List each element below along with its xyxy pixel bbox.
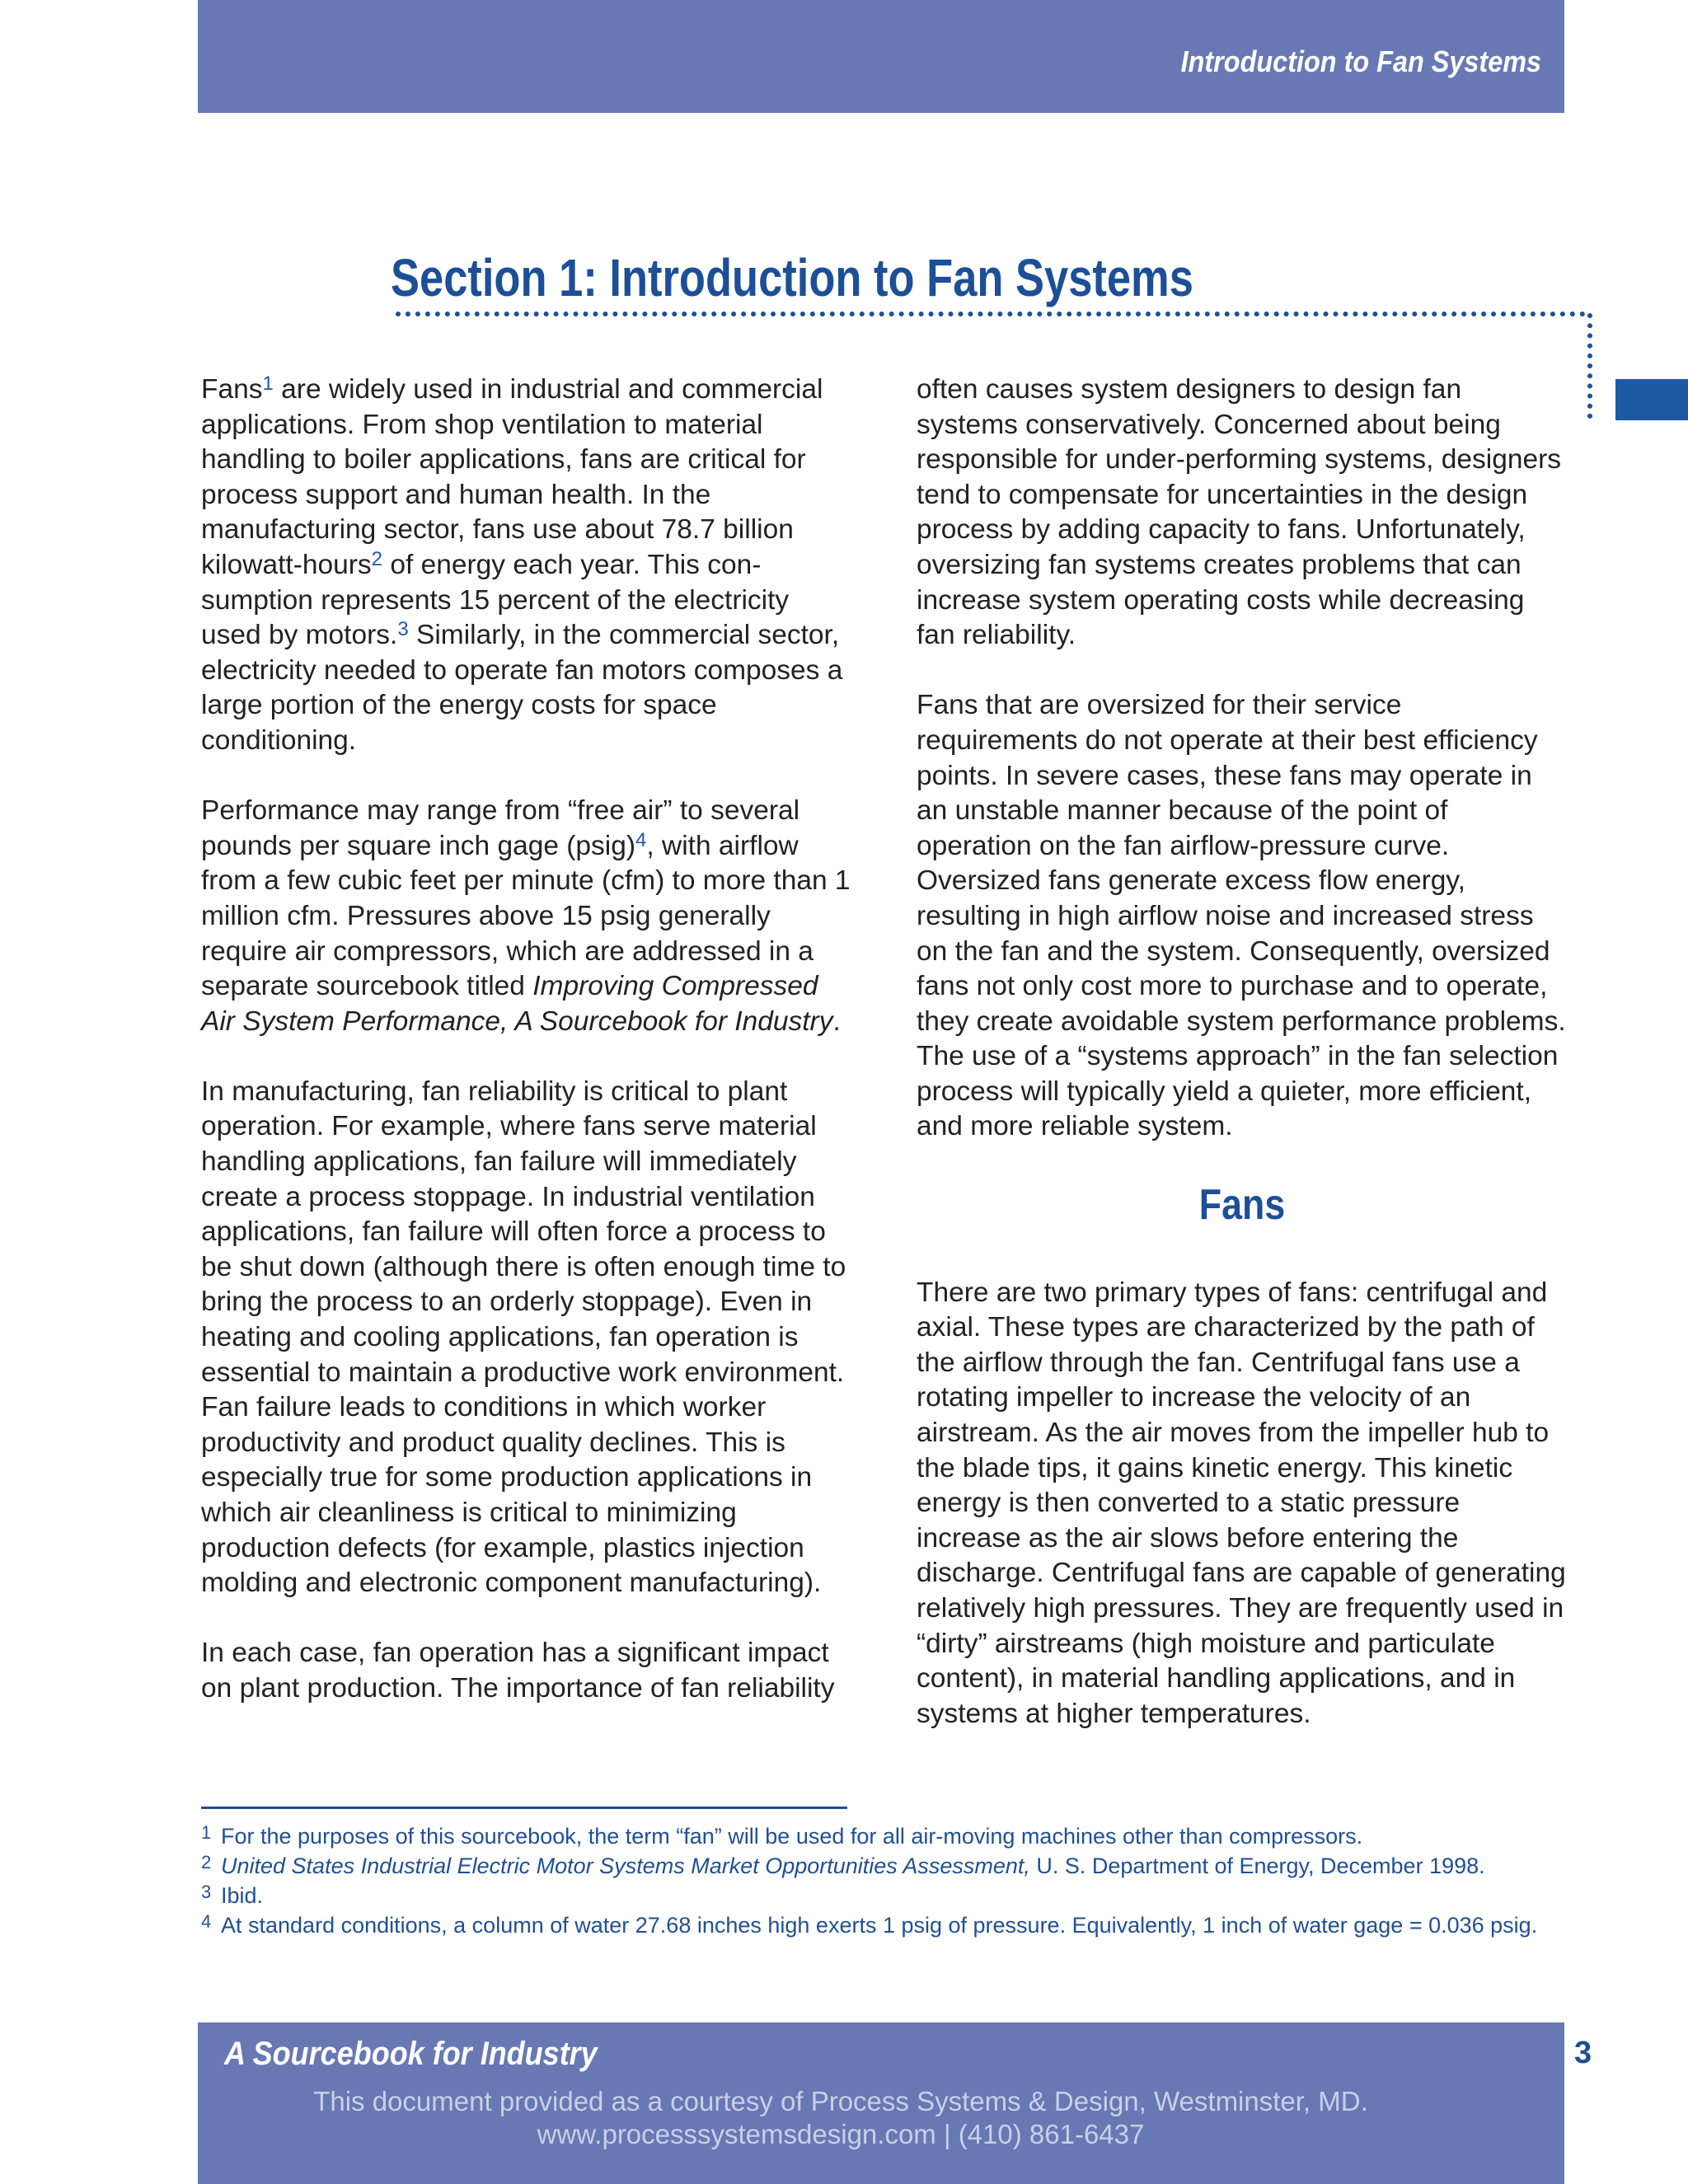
paragraph: There are two primary types of fans: centrifugal and axial. These types are characterized by the path of the airflow through the fan. Centrifugal fans use a rotating impeller to increase the velocity of an airstream. As the air moves from the impeller hub to the blade tips, it gains kinetic energy. This kinetic energy is then converted to a static pressure increase as the air slows before entering the discharge. Centrifugal fans are capable of generating relatively high pressures. They are frequently used in “dirty” airstreams (high moisture and particulate content), in material handling applications, and in systems at higher temperatures.	[917, 1277, 1566, 1729]
section-tab-marker	[1615, 379, 1688, 420]
courtesy-contact[interactable]: www.processsystemsdesign.com | (410) 861-6437	[537, 2119, 1145, 2149]
left-column	[201, 373, 852, 1741]
footnote-ref-1[interactable]: 1	[262, 373, 274, 395]
footnote-ref-2[interactable]: 2	[371, 547, 383, 570]
right-column	[917, 373, 1568, 1767]
footnote	[201, 1881, 1586, 1910]
footnote	[201, 1851, 1586, 1881]
footnote-text: At standard conditions, a column of water 27.68 inches high exerts 1 psig of pressure. Equivalently, 1 inch of water gage = 0.036 psig.	[221, 1913, 1538, 1938]
footnote-text: For the purposes of this sourcebook, the term “fan” will be used for all air-moving machines other than compressors.	[221, 1824, 1363, 1849]
text-run: are widely used in industrial and commercial applications. From shop ventilation to material handling to boiler applications, fans are critical for process support and human health. In the manufacturing sector, fans use about 78.7 billion kilowatt-hours	[201, 374, 823, 580]
paragraph	[201, 373, 852, 759]
footnote-ref-3[interactable]: 3	[397, 618, 409, 641]
footnote-number: 4	[201, 1911, 212, 1932]
footnote	[201, 1910, 1586, 1940]
running-title: Introduction to Fan Systems	[1180, 45, 1541, 78]
footnote-text: Ibid.	[221, 1883, 264, 1908]
paragraph: often causes system designers to design fan systems conservatively. Concerned about being responsible for under-performing systems, designers tend to compensate for uncertainties in the design process by adding capacity to fans. Unfortunately, oversizing fan systems creates problems that can increase system operating costs while decreasing fan reliability.	[917, 374, 1562, 651]
text-run: Similarly, in the commercial sector, electricity needed to operate fan motors composes a large portion of the energy costs for space conditioning.	[201, 620, 843, 756]
footnote	[201, 1821, 1586, 1851]
footnote-ref-4[interactable]: 4	[635, 828, 647, 851]
text-run: Performance may range from “free air” to several pounds per square inch gage (psig)	[201, 795, 800, 861]
paragraph: In each case, fan operation has a significant impact on plant production. The importance of fan reliability	[201, 1638, 835, 1704]
footnote-citation-title: United States Industrial Electric Motor Systems Market Opportunities Assessment,	[221, 1854, 1030, 1878]
footnote-divider	[201, 1807, 847, 1809]
courtesy-notice: This document provided as a courtesy of Process Systems & Design, Westminster, MD.	[313, 2086, 1368, 2116]
footnote-number: 1	[201, 1822, 212, 1843]
footnote-text: U. S. Department of Energy, December 1998.	[1029, 1854, 1485, 1878]
subsection-heading: Fans	[1198, 1180, 1286, 1229]
section-title: Section 1: Introduction to Fan Systems	[391, 248, 1193, 307]
footer-title: A Sourcebook for Industry	[224, 2036, 598, 2072]
paragraph: In manufacturing, fan reliability is critical to plant operation. For example, where fans serve material handling applications, fan failure will immediately create a process stoppage. In industrial ventilation applications, fan failure will often force a process to be shut down (although there is often enough time to bring the process to an orderly stoppage). Even in heating and cooling applications, fan operation is essential to maintain a productive work environment. Fan failure leads to conditions in which worker productivity and product quality declines. This is especially true for some production applications in which air cleanliness is critical to minimizing production defects (for example, plastics injection molding and electronic component manufacturing).	[201, 1076, 846, 1599]
footnote-number: 2	[201, 1852, 212, 1872]
paragraph: Fans that are oversized for their service requirements do not operate at their best efficiency points. In severe cases, these fans may operate in an unstable manner because of the point of operation on the fan airflow-pressure curve. Oversized fans generate excess flow energy, resulting in high airflow noise and increased stress on the fan and the system. Consequently, oversized fans not only cost more to purchase and to operate, they create avoidable system performance problems. The use of a “systems approach” in the fan selection process will typically yield a quieter, more efficient, and more reliable system.	[917, 690, 1566, 1142]
footer-band	[198, 2022, 1564, 2184]
text-run: Fans	[201, 374, 263, 405]
page-number: 3	[1574, 2036, 1592, 2070]
text-run: of energy each year. This con-sumption represents 15 percent of the electricity used by motors.	[201, 549, 790, 651]
paragraph	[201, 794, 852, 1039]
header-band	[198, 0, 1564, 113]
text-run: .	[832, 1005, 841, 1037]
dotted-divider-vertical	[1587, 313, 1592, 419]
footnotes	[201, 1821, 1586, 1940]
publication-title: Improving Compressed Air System Performance, A Sourcebook for Industry	[201, 971, 833, 1037]
footnote-number: 3	[201, 1882, 212, 1902]
dotted-divider	[396, 312, 1586, 316]
text-run: , with airflow from a few cubic feet per minute (cfm) to more than 1 million cfm. Pressures above 15 psig generally require air compressors, which are addressed in a separate sourcebook titled	[201, 830, 851, 1002]
